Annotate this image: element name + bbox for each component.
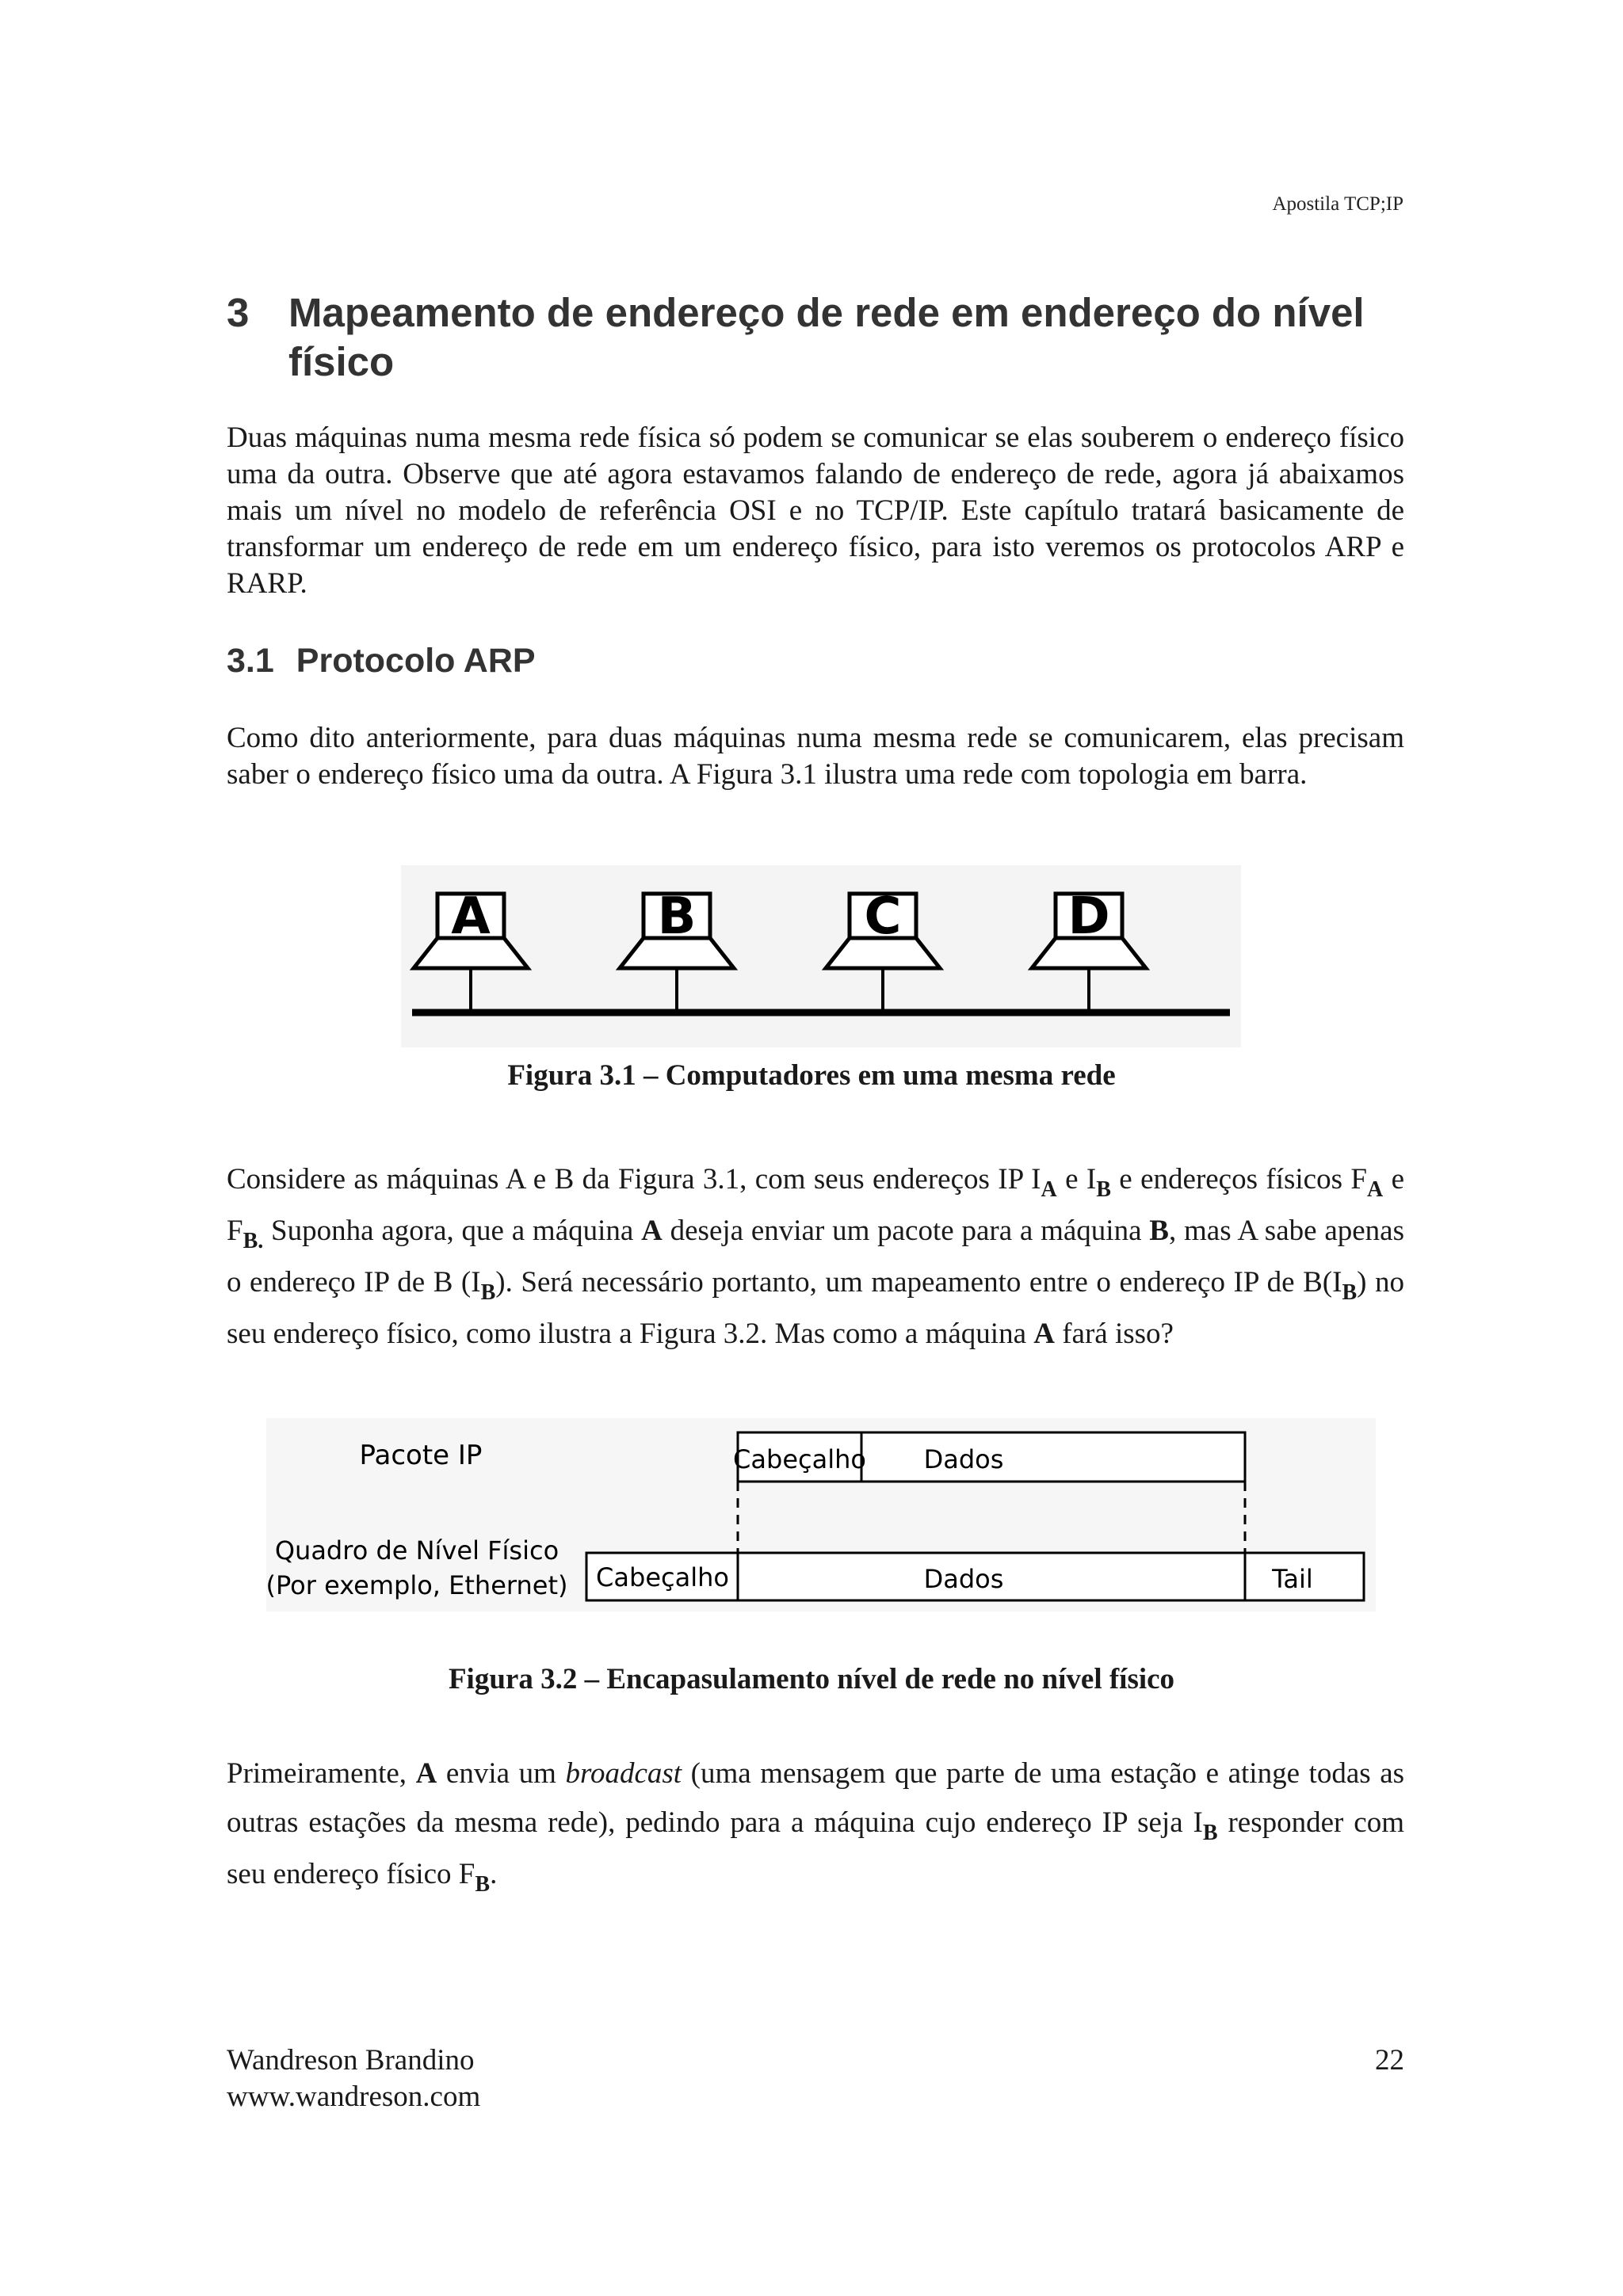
frame-header-label: Cabeçalho [596,1562,729,1592]
ip-header-label: Cabeçalho [733,1444,866,1474]
figure-3-2-encapsulation [266,1418,1376,1611]
running-header: Apostila TCP;IP [1272,193,1403,215]
frame-label-line-1: Quadro de Nível Físico [274,1535,559,1566]
section-number: 3.1 [227,642,274,680]
figure-3-2-caption: Figura 3.2 – Encapasulamento nível de rede no nível físico [448,1663,1175,1695]
chapter-intro-paragraph: Duas máquinas numa mesma rede física só podem se comunicar se elas souberem o endereço físico uma da outra. Observe que até agora estavamos falando de endereço de rede, agora já abaixamos mais um nível no modelo de referência OSI e no TCP/IP. Este capítulo tratará basicamente de transformar um endereço de rede em um endereço físico, para isto veremos os protocolos ARP e RARP. [227,421,1404,600]
chapter-number: 3 [227,290,250,335]
section-paragraph-3: Primeiramente, A envia um broadcast (uma mensagem que parte de uma estação e atinge todas as outras estações da mesma rede), pedindo para a máquina cujo endereço IP seja $I_B$ responder com seu endereço físico $F_B$. [227,1757,1405,1897]
computer-b-label: B [657,887,697,946]
chapter-heading [227,288,1415,387]
chapter-title: Mapeamento de endereço de rede em endereço do nível físico [288,290,1365,384]
section-title: Protocolo ARP [296,642,536,680]
frame-data-label: Dados [923,1564,1004,1594]
section-paragraph-2: Considere as máquinas A e B da Figura 3.1, com seus endereços IP $I_A$ e $I_B$ e endereços físicos $F_A$ e $F_{B.}$ Suponha agora, que a máquina A deseja enviar um pacote para a máquina B, mas A sabe apenas o endereço IP de B $(I_B)$. Será necessário portanto, um mapeamento entre o endereço IP de $B(I_B)$ no seu endereço físico, como ilustra a Figura 3.2. Mas como a máquina A fará isso? [227,1163,1405,1350]
section-heading [227,642,536,681]
ip-packet [733,1432,1245,1482]
footer-website: www.wandreson.com [227,2081,481,2113]
page-number: 22 [1375,2044,1404,2077]
physical-frame [586,1553,1364,1600]
figure-3-1-bus-network [401,865,1241,1047]
computer-a-label: A [451,887,491,946]
computer-d-label: D [1067,887,1110,946]
figure-3-1-caption: Figura 3.1 – Computadores em uma mesma rede [507,1059,1116,1092]
frame-tail-label: Tail [1272,1564,1313,1594]
section-paragraph-1: Como dito anteriormente, para duas máquinas numa mesma rede se comunicarem, elas precisam saber o endereço físico uma da outra. A Figura 3.1 ilustra uma rede com topologia em barra. [227,722,1404,791]
frame-label-line-2: (Por exemplo, Ethernet) [266,1570,568,1600]
ip-data-label: Dados [923,1444,1004,1474]
computer-c-label: C [864,887,902,946]
ip-packet-label: Pacote IP [359,1440,483,1471]
footer-author: Wandreson Brandino [227,2044,475,2077]
